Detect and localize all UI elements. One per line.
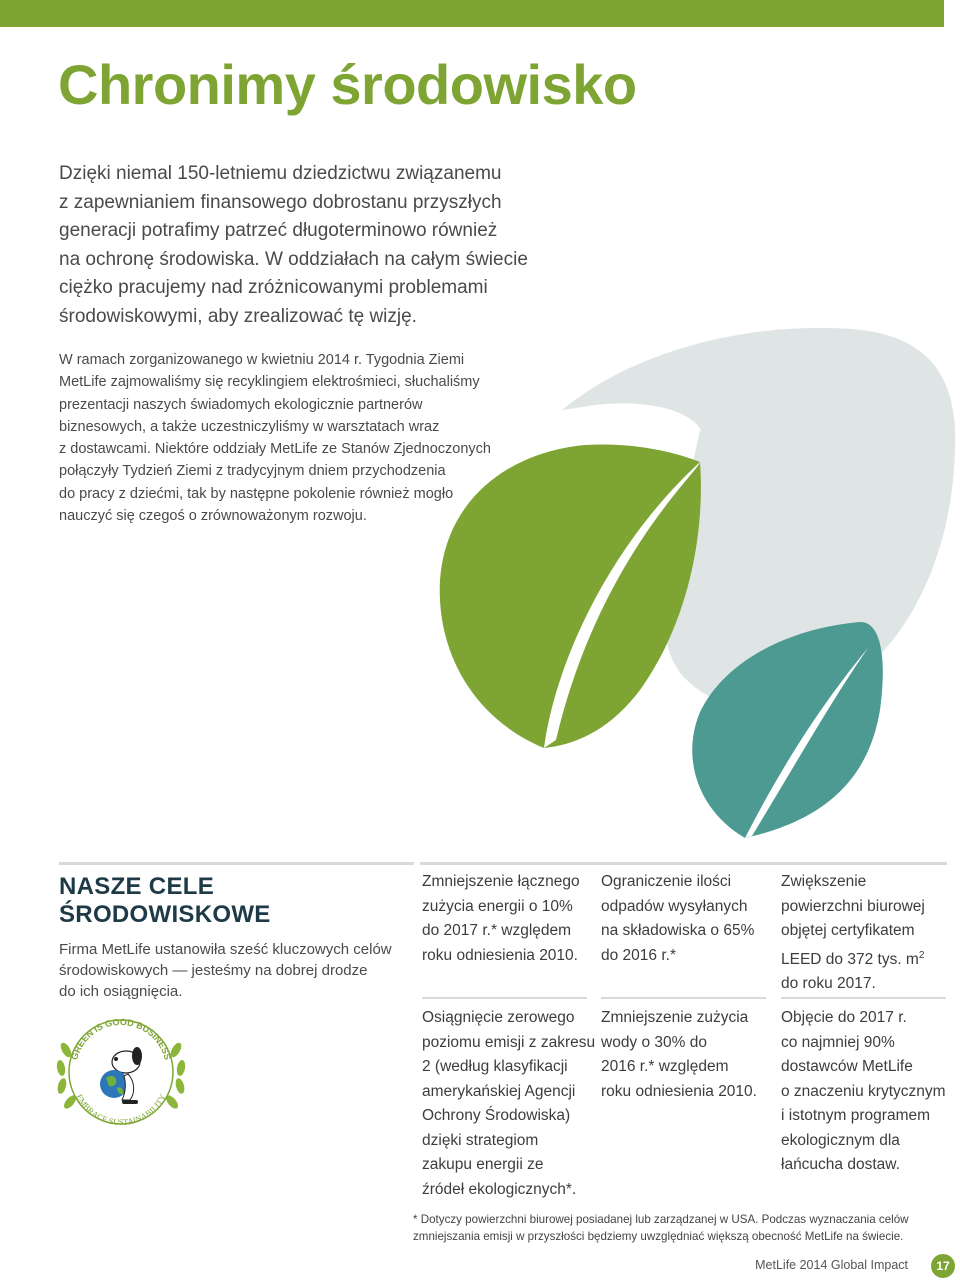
goal-waste: Ograniczenie ilości odpadów wysyłanych na składowiska o 65% do 2016 r.*	[601, 873, 755, 964]
goals-divider-left	[59, 862, 414, 865]
page-title: Chronimy środowisko	[58, 53, 637, 116]
body-paragraph: W ramach zorganizowanego w kwietniu 2014 r. Tygodnia Ziemi MetLife zajmowaliśmy się recyklingiem elektrośmieci, słuchaliśmy prezentacji naszych świadomych ekologicznie partnerów biznesowych, a także uczestniczyliśmy w warsztatach wraz z dostawcami. Niektóre oddziały MetLife ze Stanów Zjednoczonych połączyły Tydzień Ziemi z tradycyjnym dniem przychodzenia do pracy z dziećmi, tak by następne pokolenie również mogło nauczyć się czegoś o zrównoważonym rozwoju.	[59, 352, 491, 525]
goal-divider-2	[601, 997, 766, 999]
goal-divider-1	[422, 997, 587, 999]
goal-divider-3	[781, 997, 946, 999]
goal-water: Zmniejszenie zużycia wody o 30% do 2016 r.* względem roku odniesienia 2010.	[601, 1009, 757, 1100]
goal-leed-sup: 2	[918, 949, 925, 961]
goal-leed	[781, 870, 925, 997]
page-number: 17	[931, 1254, 955, 1278]
goals-intro: Firma MetLife ustanowiła sześć kluczowych celów środowiskowych — jesteśmy na dobrej drodze do ich osiągnięcia.	[59, 941, 392, 1000]
footer-label: MetLife 2014 Global Impact	[755, 1258, 908, 1272]
svg-text:EMBRACE SUSTAINABILITY: EMBRACE SUSTAINABILITY	[74, 1092, 168, 1128]
goal-energy: Zmniejszenie łącznego zużycia energii o 10% do 2017 r.* względem roku odniesienia 2010.	[422, 873, 580, 964]
svg-text:GREEN IS GOOD BUSINESS: GREEN IS GOOD BUSINESS	[69, 1016, 173, 1061]
goal-leed-tail: do roku 2017.	[781, 975, 876, 993]
green-is-good-business-badge	[54, 1010, 188, 1132]
footnote: * Dotyczy powierzchni biurowej posiadanej lub zarządzanej w USA. Podczas wyznaczania celów zmniejszania emisji w przyszłości będziemy uwzględniać większą obecność MetLife na świecie.	[413, 1213, 909, 1243]
intro-paragraph: Dzięki niemal 150-letniemu dziedzictwu związanemu z zapewnianiem finansowego dobrostanu przyszłych generacji potrafimy patrzeć długoterminowo również na ochronę środowiska. W oddziałach na całym świecie ciężko pracujemy nad zróżnicowanymi problemami środowiskowymi, aby zrealizować tę wizję.	[59, 163, 528, 327]
goal-emissions: Osiągnięcie zerowego poziomu emisji z zakresu 2 (według klasyfikacji amerykańskiej Agencji Ochrony Środowiska) dzięki strategiom zakupu energii ze źródeł ekologicznych*.	[422, 1009, 596, 1198]
goals-heading: NASZE CELE ŚRODOWISKOWE	[59, 873, 271, 928]
goal-suppliers: Objęcie do 2017 r. co najmniej 90% dostawców MetLife o znaczeniu krytycznym i istotnym programem ekologicznym dla łańcucha dostaw.	[781, 1009, 946, 1173]
green-leaf-icon	[440, 445, 701, 748]
goal-leed-text: Zwiększenie powierzchni biurowej objętej certyfikatem LEED do 372 tys. m	[781, 873, 925, 968]
goals-divider-right	[420, 862, 947, 865]
